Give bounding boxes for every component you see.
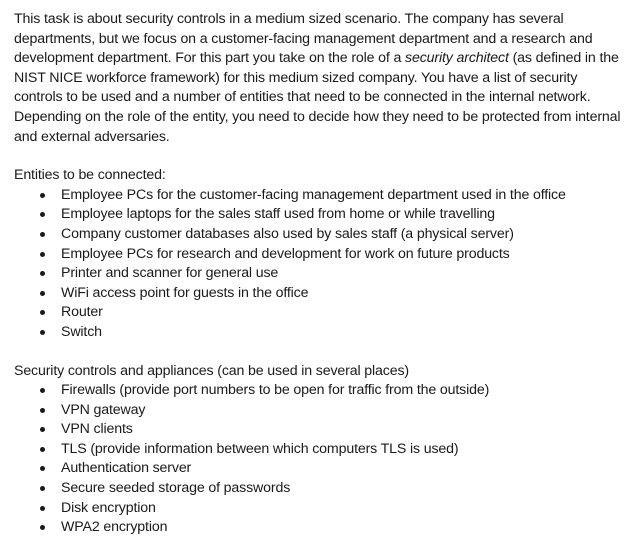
list-item [40, 303, 626, 323]
bullet-icon [40, 232, 45, 237]
bullet-icon [40, 212, 45, 217]
list-item-text: Secure seeded storage of passwords [61, 480, 291, 497]
list-item [40, 381, 626, 401]
entities-list [14, 186, 626, 343]
intro-text-part1: This task is about security controls in a medium sized scenario. The company has several departments, but we focus on a customer-facing management department and a research and development department. For this part you take on the role of a [14, 11, 593, 67]
document-body [14, 10, 626, 538]
bullet-icon [40, 506, 45, 511]
list-item-text: Authentication server [61, 460, 192, 477]
bullet-icon [40, 388, 45, 393]
list-item [40, 499, 626, 519]
list-item-text: Employee PCs for research and development for work on future products [61, 245, 510, 262]
bullet-icon [40, 486, 45, 491]
controls-heading: Security controls and appliances (can be used in several places) [14, 362, 409, 379]
bullet-icon [40, 466, 45, 471]
list-item [40, 459, 626, 479]
bullet-icon [40, 310, 45, 315]
list-item [40, 205, 626, 225]
intro-text-part2: (as defined in the NIST NICE workforce framework) for this medium sized company. You have a list of security controls to be used and a number of entities that need to be connected in the internal network. Depending on the role of the entity, you need to decide how they need to be protected from internal and external adversaries. [14, 50, 621, 145]
bullet-icon [40, 330, 45, 335]
list-item [40, 186, 626, 206]
list-item [40, 225, 626, 245]
bullet-icon [40, 291, 45, 296]
list-item-text: VPN clients [61, 421, 133, 438]
list-item-text: Printer and scanner for general use [61, 265, 279, 282]
entities-heading: Entities to be connected: [14, 167, 166, 184]
bullet-icon [40, 408, 45, 413]
bullet-icon [40, 525, 45, 530]
bullet-icon [40, 271, 45, 276]
list-item [40, 440, 626, 460]
list-item-text: Employee PCs for the customer-facing management department used in the office [61, 186, 566, 203]
list-item-text: TLS (provide information between which computers TLS is used) [61, 440, 459, 457]
list-item-text: WPA2 encryption [61, 519, 168, 536]
list-item [40, 323, 626, 343]
bullet-icon [40, 193, 45, 198]
list-item [40, 479, 626, 499]
list-item-text: Router [61, 304, 103, 321]
list-item-text: Disk encryption [61, 499, 156, 516]
list-item [40, 420, 626, 440]
list-item-text: Switch [61, 323, 102, 340]
bullet-icon [40, 447, 45, 452]
controls-list [14, 381, 626, 538]
list-item [40, 264, 626, 284]
list-item [40, 518, 626, 538]
list-item-text: VPN gateway [61, 401, 146, 418]
intro-emphasis: security architect [405, 50, 509, 67]
list-item-text: Employee laptops for the sales staff used from home or while travelling [61, 206, 495, 223]
list-item-text: WiFi access point for guests in the office [61, 284, 309, 301]
list-item [40, 245, 626, 265]
list-item [40, 284, 626, 304]
bullet-icon [40, 252, 45, 257]
list-item [40, 401, 626, 421]
intro-paragraph [14, 10, 626, 147]
bullet-icon [40, 427, 45, 432]
list-item-text: Company customer databases also used by sales staff (a physical server) [61, 225, 514, 242]
list-item-text: Firewalls (provide port numbers to be open for traffic from the outside) [61, 382, 490, 399]
